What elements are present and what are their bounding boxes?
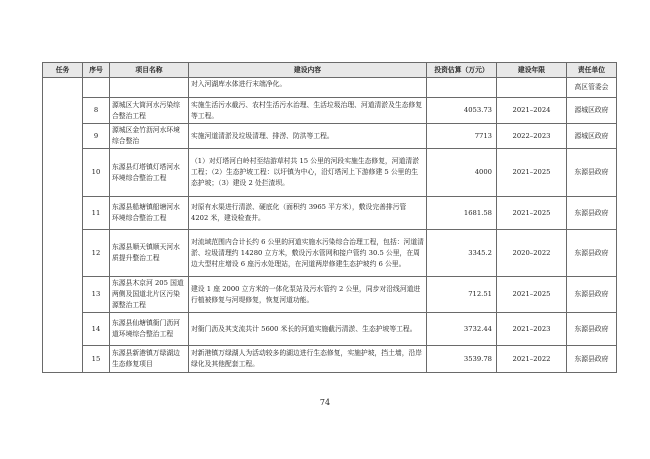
cell-content: 对原有水渠进行清淤、硬底化（面积约 3965 平方米），敷设完善排污管 4202 米，建设检查井。 — [189, 197, 427, 230]
project-table-container — [42, 62, 616, 373]
header-number: 序号 — [83, 63, 110, 78]
cell-period: 2021–2025 — [497, 277, 567, 313]
cell-period: 2021–2025 — [497, 149, 567, 197]
header-content: 建设内容 — [189, 63, 427, 78]
table-row — [43, 149, 617, 197]
cell-content: 对衙门沥及其支流共计 5600 米长的河道实施截污清淤、生态护坡等工程。 — [189, 313, 427, 346]
page-number: 74 — [319, 398, 331, 407]
cell-number: 12 — [83, 230, 110, 277]
cell-number — [83, 78, 110, 98]
cell-content: （1）对灯塔河白岭村至结游草村共 15 公里的河段实施生态修复，河道清淤工程；（2）生态护坡工程：以圩镇为中心，沿灯塔河上下游修建 5 公里的生态护坡；（3）建设 2 处拦渣坝。 — [189, 149, 427, 197]
cell-responsible: 源城区政府 — [567, 124, 617, 149]
cell-investment: 4000 — [427, 149, 497, 197]
header-investment: 投资估算（万元） — [427, 63, 497, 78]
task-cell — [43, 78, 83, 373]
header-task: 任务 — [43, 63, 83, 78]
cell-period — [497, 78, 567, 98]
cell-investment: 1681.58 — [427, 197, 497, 230]
cell-project-name: 东源县顺天镇顺天河水质提升整治工程 — [110, 230, 189, 277]
cell-number: 9 — [83, 124, 110, 149]
cell-responsible: 东源县政府 — [567, 197, 617, 230]
cell-investment: 712.51 — [427, 277, 497, 313]
table-row — [43, 124, 617, 149]
cell-number: 10 — [83, 149, 110, 197]
table-header-row — [43, 63, 617, 78]
cell-content: 建设 1 座 2000 立方米的一体化泵站及污水管约 2 公里，同步对沿线河道进行植被修复与河堤修复，恢复河道功能。 — [189, 277, 427, 313]
cell-project-name: 源城区大筒河水污染综合整治工程 — [110, 98, 189, 124]
cell-project-name: 源城区金竹沥河水环境综合整治 — [110, 124, 189, 149]
cell-investment: 3345.2 — [427, 230, 497, 277]
header-responsible: 责任单位 — [567, 63, 617, 78]
header-project-name: 项目名称 — [110, 63, 189, 78]
cell-number: 11 — [83, 197, 110, 230]
cell-responsible: 东源县政府 — [567, 230, 617, 277]
cell-period: 2021–2024 — [497, 98, 567, 124]
cell-investment: 7713 — [427, 124, 497, 149]
table-row-continued — [43, 78, 617, 98]
cell-responsible: 东源县政府 — [567, 313, 617, 346]
cell-project-name: 东源县木京河 205 国道两侧及国道北片区污染源整治工程 — [110, 277, 189, 313]
cell-period: 2022–2023 — [497, 124, 567, 149]
cell-project-name: 东源县船塘镇船塘河水环境综合整治工程 — [110, 197, 189, 230]
cell-investment: 3539.78 — [427, 346, 497, 373]
cell-investment — [427, 78, 497, 98]
cell-project-name: 东源县新港镇万绿湖边生态修复项目 — [110, 346, 189, 373]
cell-project-name: 东源县灯塔镇灯塔河水环境综合整治工程 — [110, 149, 189, 197]
cell-content: 对流域范围内合计长约 6 公里的河道实施水污染综合治理工程，包括：河道清淤、垃圾清理约 14280 立方米，敷设污水管网和接户管约 30.5 公里，在周边大型村庄增设 6 座污水处理站，在河道两岸修建生态护坡约 6 公里。 — [189, 230, 427, 277]
cell-number: 14 — [83, 313, 110, 346]
cell-number: 8 — [83, 98, 110, 124]
cell-responsible: 东源县政府 — [567, 346, 617, 373]
cell-content: 实施生活污水截污、农村生活污水治理、生活垃圾治理、河道清淤及生态修复等工程。 — [189, 98, 427, 124]
table-row — [43, 230, 617, 277]
cell-investment: 4053.73 — [427, 98, 497, 124]
cell-content: 对入河湖库水体进行末端净化。 — [189, 78, 427, 98]
cell-project-name — [110, 78, 189, 98]
cell-number: 15 — [83, 346, 110, 373]
project-table — [42, 62, 617, 373]
cell-number: 13 — [83, 277, 110, 313]
cell-responsible: 东源县政府 — [567, 149, 617, 197]
table-row — [43, 313, 617, 346]
cell-content: 对新港镇万绿湖人为活动较多的湖边进行生态修复，实施护坡，挡土墙，沿岸绿化及其他配套工程。 — [189, 346, 427, 373]
cell-responsible: 东源县政府 — [567, 277, 617, 313]
header-period: 建设年限 — [497, 63, 567, 78]
table-row — [43, 277, 617, 313]
cell-period: 2021–2022 — [497, 346, 567, 373]
cell-period: 2021–2025 — [497, 197, 567, 230]
cell-period: 2020–2022 — [497, 230, 567, 277]
cell-investment: 3732.44 — [427, 313, 497, 346]
table-row — [43, 98, 617, 124]
table-row — [43, 197, 617, 230]
cell-responsible: 高区管委会 — [567, 78, 617, 98]
cell-content: 实施河道清淤及垃圾清理、排涝、防洪等工程。 — [189, 124, 427, 149]
table-row — [43, 346, 617, 373]
cell-period: 2021–2023 — [497, 313, 567, 346]
cell-responsible: 源城区政府 — [567, 98, 617, 124]
cell-project-name: 东源县仙塘镇衙门沥河道环境综合整治工程 — [110, 313, 189, 346]
